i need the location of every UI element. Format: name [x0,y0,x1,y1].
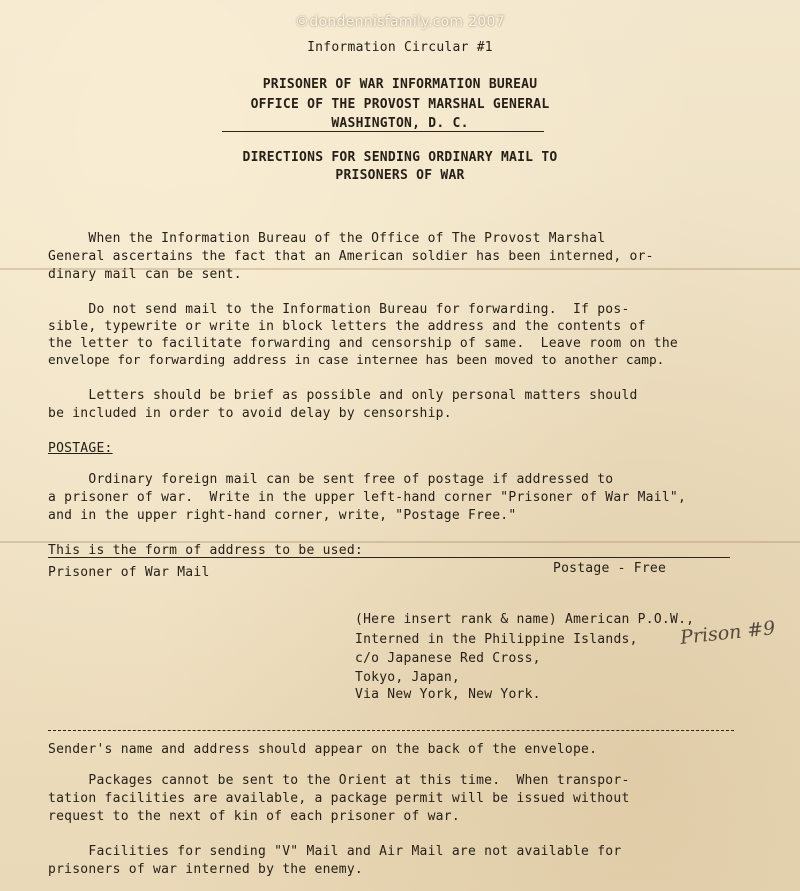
pow-mail-label: Prisoner of War Mail [48,565,210,580]
postage-line1: Ordinary foreign mail can be sent free of postage if addressed to [48,472,614,487]
para2-line3: the letter to facilitate forwarding and censorship of same. Leave room on the [48,336,678,351]
address-form-rule [48,557,730,558]
directions-heading-line1: DIRECTIONS FOR SENDING ORDINARY MAIL TO [242,150,558,165]
para1-line2: General ascertains the fact that an American soldier has been interned, or- [48,249,654,264]
para2-line2: sible, typewrite or write in block letters the address and the contents of [48,319,646,334]
address-line-5: Via New York, New York. [355,687,541,702]
address-line-1: (Here insert rank & name) American P.O.W., [355,612,695,627]
postage-line2: a prisoner of war. Write in the upper left-hand corner "Prisoner of War Mail", [48,490,687,505]
para3-line2: be included in order to avoid delay by censorship. [48,406,452,421]
office-location: WASHINGTON, D. C. [331,116,469,131]
para2-line4: envelope for forwarding address in case internee has been moved to another camp. [48,353,665,368]
packages-line2: tation facilities are available, a package permit will be issued without [48,791,630,806]
para1-line3: dinary mail can be sent. [48,267,242,282]
bureau-name: PRISONER OF WAR INFORMATION BUREAU [262,77,538,92]
office-name: OFFICE OF THE PROVOST MARSHAL GENERAL [250,97,550,112]
directions-heading-line2: PRISONERS OF WAR [335,168,465,183]
para2-line1: Do not send mail to the Information Bureau for forwarding. If pos- [48,302,630,317]
address-line-2: Interned in the Philippine Islands, [355,632,638,647]
para1-line1: When the Information Bureau of the Office of The Provost Marshal [48,231,606,246]
copyright-watermark: ©dondennisfamily.com 2007 [295,14,505,30]
postage-heading: POSTAGE: [48,441,113,456]
sender-note: Sender's name and address should appear on the back of the envelope. [48,742,598,757]
postage-line3: and in the upper right-hand corner, write, "Postage Free." [48,508,517,523]
vmail-line2: prisoners of war interned by the enemy. [48,862,363,877]
vmail-line1: Facilities for sending "V" Mail and Air Mail are not available for [48,844,622,859]
address-form-intro: This is the form of address to be used: [48,543,363,558]
para3-line1: Letters should be brief as possible and only personal matters should [48,388,638,403]
address-line-4: Tokyo, Japan, [355,670,460,685]
postage-free-label: Postage - Free [553,561,667,576]
header-rule [222,131,544,132]
packages-line1: Packages cannot be sent to the Orient at this time. When transpor- [48,773,630,788]
address-line-3: c/o Japanese Red Cross, [355,651,541,666]
handwritten-note: Prison #9 [679,617,777,649]
packages-line3: request to the next of kin of each prisoner of war. [48,809,460,824]
circular-title: Information Circular #1 [307,40,493,55]
address-form-end-rule [48,730,734,731]
